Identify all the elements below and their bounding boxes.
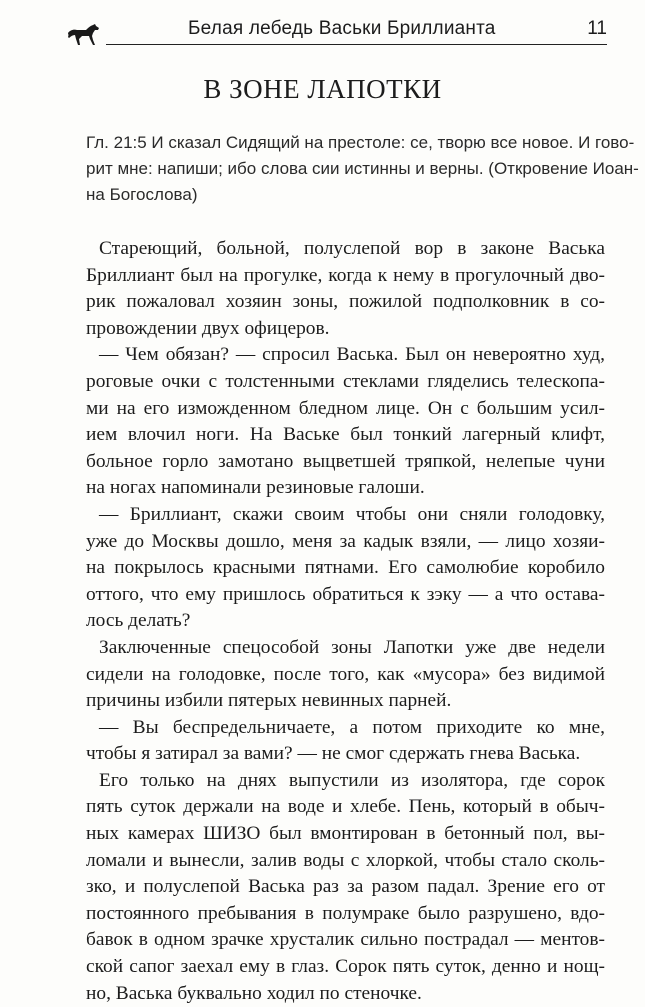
text-line: постоянного пребывания в полумраке было разрушено, вдо- xyxy=(86,902,605,924)
text-line: ных камерах ШИЗО был вмонтирован в бетонный пол, вы- xyxy=(86,823,605,845)
text-line: лось делать? xyxy=(86,610,191,632)
text-line: сидели на голодовке, после того, как «мусора» без видимой xyxy=(86,663,605,685)
running-title: Белая лебедь Васьки Бриллианта xyxy=(188,18,496,39)
text-line: но, Васька буквально ходил по стеночке. xyxy=(86,982,422,1004)
chapter-title: В ЗОНЕ ЛАПОТКИ xyxy=(203,74,442,104)
text-line: — Чем обязан? — спросил Васька. Был он невероятно худ, xyxy=(99,344,605,366)
page-number: 11 xyxy=(587,18,607,39)
text-line: рик пожаловал хозяин зоны, пожилой подполковник в со- xyxy=(86,291,605,313)
text-line: Бриллиант был на прогулке, когда к нему в прогулочный дво- xyxy=(86,264,605,286)
text-line: ием влочил ноги. На Ваське был тонкий лагерный клифт, xyxy=(86,424,605,446)
text-line: зко, и полуслепой Васька раз за разом падал. Зрение его от xyxy=(86,876,605,898)
text-line: провождении двух офицеров. xyxy=(86,317,330,339)
text-line: уже до Москвы дошло, меня за кадык взяли, — лицо хозяи- xyxy=(86,530,605,552)
text-line: Стареющий, больной, полуслепой вор в законе Васька xyxy=(99,238,605,259)
text-line: роговые очки с толстенными стеклами гляделись телескопа- xyxy=(86,370,605,392)
text-line: ломали и вынесли, залив воды с хлоркой, чтобы стало сколь- xyxy=(86,849,605,871)
text-line: — Вы беспредельничаете, а потом приходите ко мне, xyxy=(99,716,605,738)
epigraph-line: рит мне: напиши; ибо слова сии истинны и верны. (Откровение Иоан- xyxy=(86,159,639,178)
body-text xyxy=(86,236,605,1007)
header-rule xyxy=(106,44,607,45)
epigraph-line: Гл. 21:5 И сказал Сидящий на престоле: се, творю все новое. И гово- xyxy=(86,133,635,152)
epigraph xyxy=(86,130,639,208)
text-line: причины избили пятерых невинных парней. xyxy=(86,690,452,712)
text-line: — Бриллиант, скажи своим чтобы они сняли голодовку, xyxy=(99,503,605,525)
text-line: больное горло замотано выцветшей тряпкой, нелепые чуни xyxy=(86,450,605,472)
text-line: на покрылось красными пятнами. Его самолюбие коробило xyxy=(86,557,605,579)
epigraph-line: на Богослова) xyxy=(86,185,198,204)
text-line: ской сапог заехал ему в глаз. Сорок пять суток, денно и нощ- xyxy=(86,956,605,978)
text-line: на ногах напоминали резиновые галоши. xyxy=(86,477,425,499)
horse-icon xyxy=(66,24,100,46)
running-header xyxy=(70,18,607,46)
text-line: чтобы я затирал за вами? — не смог сдержать гнева Васька. xyxy=(86,743,581,765)
text-line: Заключенные спецособой зоны Лапотки уже две недели xyxy=(99,636,605,658)
text-line: Его только на днях выпустили из изолятора, где сорок xyxy=(99,769,605,791)
text-line: бавок в одном зрачке хрусталик сильно пострадал — ментов- xyxy=(86,929,605,951)
text-line: пять суток держали на воде и хлебе. Пень, который в обыч- xyxy=(86,796,605,818)
text-line: оттого, что ему пришлось обратиться к зэку — а что остава- xyxy=(86,583,605,605)
text-line: ми на его изможденном бледном лице. Он с большим усил- xyxy=(86,397,605,419)
